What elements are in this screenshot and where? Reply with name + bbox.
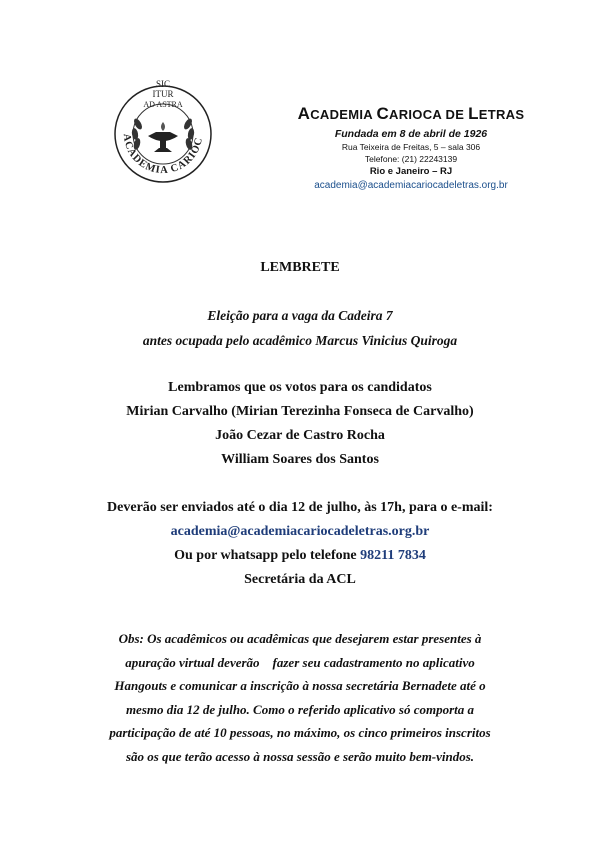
obs-line: mesmo dia 12 de julho. Como o referido aplicativo só comporta a <box>125 701 475 717</box>
candidate-name: William Soares dos Santos <box>221 452 379 467</box>
seal-motto-line-2: ITUR <box>152 89 174 99</box>
candidate-name: João Cezar de Castro Rocha <box>215 428 385 443</box>
seal-motto-line-3: AD ASTRA <box>143 100 183 109</box>
whatsapp-prefix: Ou por whatsapp pelo telefone <box>174 548 361 563</box>
seal-ring-text: ACADEMIA CARIOC <box>120 133 206 177</box>
city-line: Rio e Janeiro – RJ <box>369 166 453 177</box>
candidates-intro: Lembramos que os votos para os candidatos <box>168 380 432 395</box>
election-line-1: Eleição para a vaga da Cadeira 7 <box>207 308 393 323</box>
org-name-part: A <box>297 104 311 123</box>
obs-line: apuração virtual deverão fazer seu cadastramento no aplicativo <box>125 654 475 670</box>
whatsapp-number-link[interactable]: 98211 7834 <box>360 548 426 563</box>
seal-motto-line-1: SIC <box>155 79 171 89</box>
obs-line: Obs: Os acadêmicos ou acadêmicas que desejarem estar presentes à <box>118 631 482 646</box>
whatsapp-line <box>0 548 600 564</box>
candidate-name: Mirian Carvalho (Mirian Terezinha Fonseca de Carvalho) <box>126 404 474 419</box>
org-name-part: C <box>376 104 390 123</box>
obs-line: participação de até 10 pessoas, no máximo, os cinco primeiros inscritos <box>109 725 491 740</box>
founded-date: Fundada em 8 de abril de 1926 <box>334 128 488 140</box>
org-name-part: CADEMIA <box>310 107 377 122</box>
contact-email-link[interactable]: academia@academiacariocadeletras.org.br <box>170 524 430 539</box>
signature-line: Secretária da ACL <box>244 572 356 587</box>
deadline-line: Deverão ser enviados até o dia 12 de julho, às 17h, para o e-mail: <box>107 500 493 515</box>
obs-line: são os que terão acesso à nossa sessão e serão muito bem-vindos. <box>125 748 475 764</box>
header-email-link[interactable]: academia@academiacariocadeletras.org.br <box>314 180 508 191</box>
obs-line: Hangouts e comunicar a inscrição à nossa secretária Bernadete até o <box>114 678 486 693</box>
election-line-2: antes ocupada pelo acadêmico Marcus Vinicius Quiroga <box>142 333 458 348</box>
letterhead <box>288 104 534 191</box>
org-name-part: ARIOCA DE <box>389 107 469 122</box>
phone-line: Telefone: (21) 22243139 <box>364 154 458 164</box>
organization-name <box>288 104 534 124</box>
address-line: Rua Teixeira de Freitas, 5 – sala 306 <box>341 142 481 152</box>
document-title: LEMBRETE <box>260 260 340 275</box>
org-name-part: L <box>468 104 479 123</box>
academy-seal-logo <box>104 72 222 190</box>
org-name-part: ETRAS <box>478 107 525 122</box>
observation-paragraph <box>88 627 512 768</box>
